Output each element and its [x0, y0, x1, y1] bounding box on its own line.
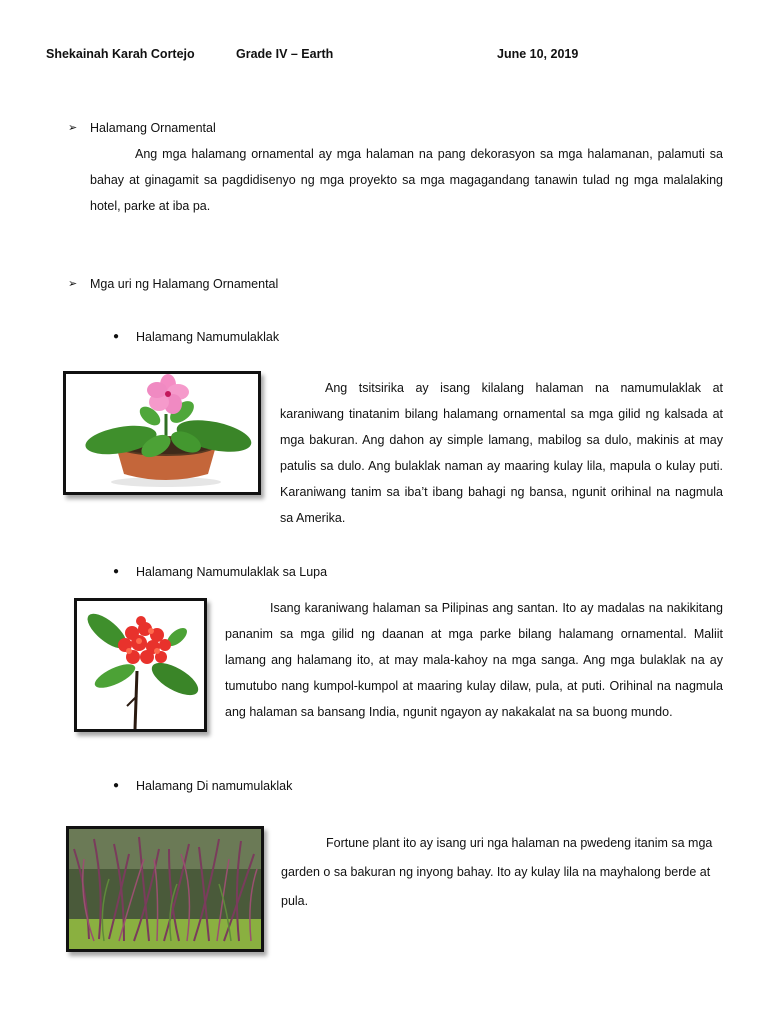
student-name: Shekainah Karah Cortejo — [46, 47, 195, 61]
flowering-paragraph: Ang tsitsirika ay isang kilalang halaman na namumulaklak at karaniwang tinatanim bilang halamang ornamental sa mga gilid ng kalsada at mga bakuran. Ang dahon ay simple lamang, mabilog sa dulo, makinis at may patulis sa dulo. Ang bulaklak naman ay maaring kulay lila, mapula o kulay puti. Karaniwang tanim sa iba’t ibang bahagi ng bansa, ngunit orihinal na nagmula sa Amerika. — [280, 381, 723, 525]
section-title-ornamental: Halamang Ornamental — [90, 121, 216, 135]
section-title-types: Mga uri ng Halamang Ornamental — [90, 277, 279, 291]
fortune-plant-image — [66, 826, 264, 952]
section-ornamental-paragraph: Ang mga halamang ornamental ay mga halaman na pang dekorasyon sa mga halamanan, palamuti sa bahay at ginagamit sa pagdidisenyo ng mga proyekto sa mga magagandang tanawin tulad ng mga malalaking hotel, parke at iba pa. — [90, 147, 723, 213]
dot-bullet-icon: ● — [113, 780, 120, 791]
non-flowering-paragraph: Fortune plant ito ay isang uri nga halaman na pwedeng itanim sa mga garden o sa bakuran ng inyong bahay. Ito ay kulay lila na mayhalong berde at pula. — [281, 836, 713, 908]
santan-flower-icon — [77, 601, 204, 729]
arrow-bullet-icon: ➢ — [68, 278, 78, 290]
type-title-ground-flowering: Halamang Namumulaklak sa Lupa — [136, 565, 328, 579]
dot-bullet-icon: ● — [113, 566, 120, 577]
document-date: June 10, 2019 — [497, 47, 579, 61]
periwinkle-image — [63, 371, 261, 495]
arrow-bullet-icon: ➢ — [68, 122, 78, 134]
type-title-non-flowering: Halamang Di namumulaklak — [136, 779, 293, 793]
fortune-plant-icon — [69, 829, 261, 949]
dot-bullet-icon: ● — [113, 331, 120, 342]
type-title-flowering: Halamang Namumulaklak — [136, 330, 280, 344]
santan-image — [74, 598, 207, 732]
periwinkle-flower-pot-icon — [66, 374, 258, 492]
grade-section: Grade IV – Earth — [236, 47, 334, 61]
ground-flowering-paragraph: Isang karaniwang halaman sa Pilipinas ang santan. Ito ay madalas na nakikitang pananim sa mga gilid ng daanan at mga parke bilang halamang ornamental. Maliit lamang ang halamang ito, at may mala-kahoy na mga sanga. Ang mga bulaklak na ay tumutubo nang kumpol-kumpol at maaring kulay dilaw, pula, at puti. Orihinal na nagmula ang halaman sa bansang India, ngunit ngayon ay nakakalat na sa buong mundo. — [225, 601, 723, 719]
